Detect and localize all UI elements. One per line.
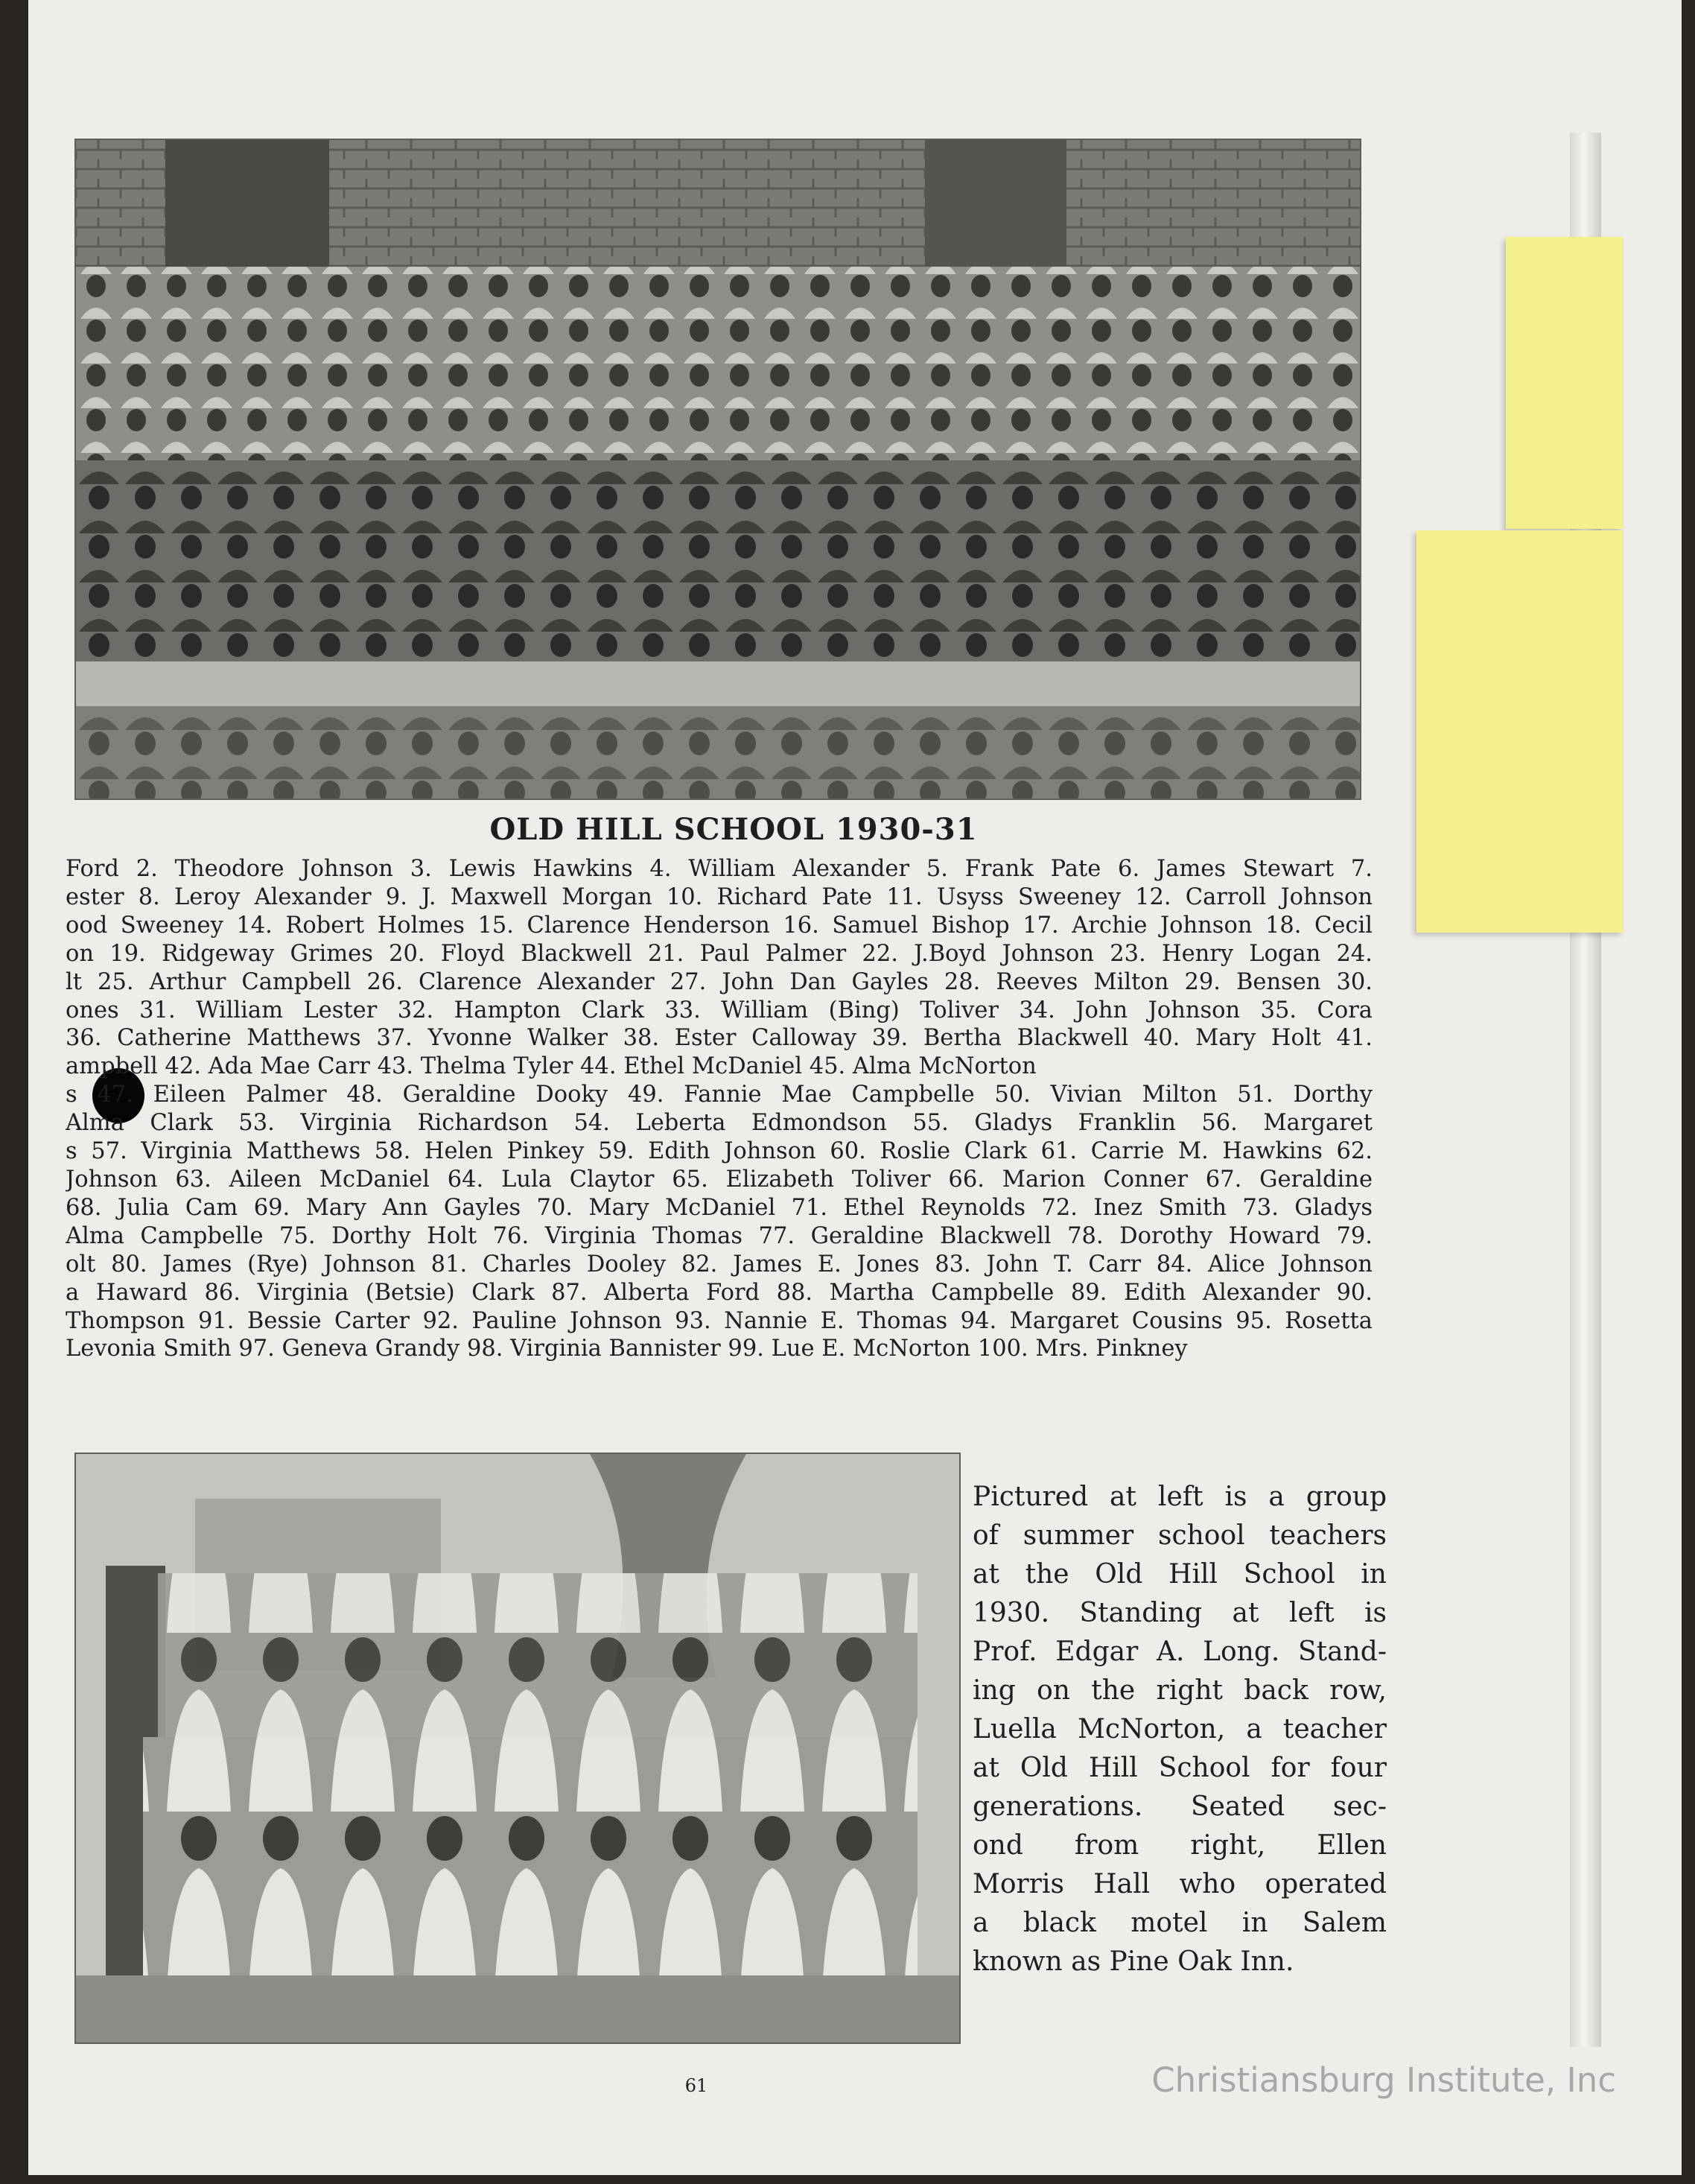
caption-line: at Old Hill School for four — [973, 1753, 1387, 1783]
name-list-line: s 47. Eileen Palmer 48. Geraldine Dooky 49. Fannie Mae Campbelle 50. Vivian Milton 51. Dorthy — [66, 1082, 1373, 1108]
class-photo-image — [76, 140, 1360, 799]
caption-line: 1930. Standing at left is — [973, 1598, 1387, 1628]
name-list-line: Ford 2. Theodore Johnson 3. Lewis Hawkins 4. William Alexander 5. Frank Pate 6. James Stewart 7. — [66, 856, 1373, 882]
name-list-line: s 57. Virginia Matthews 58. Helen Pinkey 59. Edith Johnson 60. Roslie Clark 61. Carrie M. Hawkins 62. — [66, 1138, 1373, 1165]
caption-line: at the Old Hill School in — [973, 1559, 1387, 1590]
name-list-line: olt 80. James (Rye) Johnson 81. Charles Dooley 82. James E. Jones 83. John T. Carr 84. Alice Johnson — [66, 1251, 1373, 1277]
caption-line: generations. Seated sec- — [973, 1791, 1387, 1822]
name-list-line: a Haward 86. Virginia (Betsie) Clark 87. Alberta Ford 88. Martha Campbelle 89. Edith Alexander 90. — [66, 1279, 1373, 1306]
page-number: 61 — [684, 2075, 708, 2096]
name-list-line: 68. Julia Cam 69. Mary Ann Gayles 70. Mary McDaniel 71. Ethel Reynolds 72. Inez Smith 73. Gladys — [66, 1194, 1373, 1221]
teachers-photo-image — [76, 1454, 959, 2042]
teachers-photo — [74, 1453, 961, 2044]
name-list-line: Johnson 63. Aileen McDaniel 64. Lula Claytor 65. Elizabeth Toliver 66. Marion Conner 67. Geraldine — [66, 1166, 1373, 1193]
name-list-line: Levonia Smith 97. Geneva Grandy 98. Virginia Bannister 99. Lue E. McNorton 100. Mrs. Pinkney — [66, 1336, 1188, 1362]
watermark: Christiansburg Institute, Inc — [1151, 2060, 1616, 2100]
caption-line: ing on the right back row, — [973, 1675, 1387, 1706]
class-photo-title: OLD HILL SCHOOL 1930-31 — [489, 812, 978, 847]
caption-line: of summer school teachers — [973, 1520, 1387, 1551]
name-list-line: Alma Clark 53. Virginia Richardson 54. Leberta Edmondson 55. Gladys Franklin 56. Margaret — [66, 1110, 1373, 1137]
sticky-note-bottom — [1416, 530, 1624, 933]
caption-line: Morris Hall who operated — [973, 1869, 1387, 1899]
caption-line: known as Pine Oak Inn. — [973, 1946, 1294, 1977]
name-list-line: ampbell 42. Ada Mae Carr 43. Thelma Tyler 44. Ethel McDaniel 45. Alma McNorton — [66, 1053, 1037, 1080]
name-list-line: Alma Campbelle 75. Dorthy Holt 76. Virginia Thomas 77. Geraldine Blackwell 78. Dorothy Howard 79. — [66, 1222, 1373, 1249]
caption-line: Pictured at left is a group — [973, 1482, 1387, 1512]
caption-line: Luella McNorton, a teacher — [973, 1714, 1387, 1745]
name-list-line: on 19. Ridgeway Grimes 20. Floyd Blackwell 21. Paul Palmer 22. J.Boyd Johnson 23. Henry Logan 24. — [66, 940, 1373, 967]
class-photo — [74, 139, 1361, 800]
sticky-note-top — [1506, 237, 1624, 529]
name-list-line: lt 25. Arthur Campbell 26. Clarence Alexander 27. John Dan Gayles 28. Reeves Milton 29. Bensen 30. — [66, 968, 1373, 995]
name-list-line: 36. Catherine Matthews 37. Yvonne Walker 38. Ester Calloway 39. Bertha Blackwell 40. Mary Holt 41. — [66, 1025, 1373, 1052]
name-list-line: ester 8. Leroy Alexander 9. J. Maxwell Morgan 10. Richard Pate 11. Usyss Sweeney 12. Carroll Johnson — [66, 883, 1373, 910]
caption-line: a black motel in Salem — [973, 1908, 1387, 1938]
name-list-line: ood Sweeney 14. Robert Holmes 15. Clarence Henderson 16. Samuel Bishop 17. Archie Johnson 18. Cecil — [66, 912, 1373, 939]
caption-line: ond from right, Ellen — [973, 1830, 1387, 1861]
class-photo-name-list — [66, 855, 1373, 1363]
caption-line: Prof. Edgar A. Long. Stand- — [973, 1637, 1387, 1667]
teachers-photo-caption — [973, 1478, 1387, 1999]
name-list-line: Thompson 91. Bessie Carter 92. Pauline Johnson 93. Nannie E. Thomas 94. Margaret Cousins 95. Rosetta — [66, 1307, 1373, 1334]
name-list-line: ones 31. William Lester 32. Hampton Clark 33. William (Bing) Toliver 34. John Johnson 35. Cora — [66, 997, 1373, 1023]
